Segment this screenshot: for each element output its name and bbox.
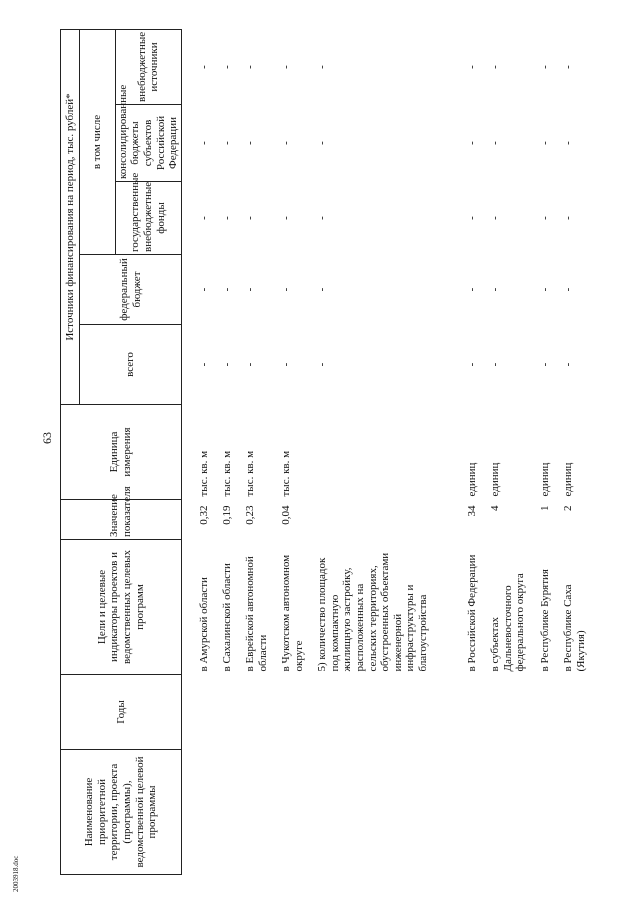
table-row [562, 29, 598, 874]
value-cell [316, 500, 466, 540]
federal-cell: - [221, 287, 233, 292]
extra-budget-cell: - [562, 65, 574, 69]
value-cell: 34 [466, 505, 478, 517]
unit-cell: тыс. кв. м [221, 450, 233, 497]
goal-cell: в Амурской области [198, 577, 210, 672]
extra-budget-cell: - [489, 65, 501, 69]
header-indicator-value: Значение показателя [61, 500, 182, 540]
state-funds-cell: - [466, 216, 478, 220]
regional-cell: - [244, 141, 256, 145]
extra-budget-cell: - [198, 65, 210, 69]
goal-cell: в субъектах Дальневосточного федерального округа [489, 573, 527, 672]
header-regional: консолидированные бюджеты субъектов Российской Федерации [115, 105, 181, 182]
page-number: 63 [40, 432, 54, 444]
state-funds-cell: - [316, 216, 328, 220]
extra-budget-cell: - [221, 65, 233, 69]
federal-cell: - [539, 287, 551, 292]
header-program-name: Наименование приоритетной территории, проекта (программы), ведомственной целевой программы [61, 750, 182, 875]
regional-cell: - [280, 141, 292, 145]
federal-cell: - [244, 287, 256, 292]
table-row [539, 29, 562, 874]
goal-cell: в Еврейской автономной области [244, 556, 269, 672]
value-cell: 0,23 [244, 505, 256, 525]
total-cell: - [562, 362, 574, 367]
value-cell: 0,32 [198, 505, 210, 525]
table-row [244, 29, 280, 874]
state-funds-cell: - [489, 216, 501, 220]
unit-cell: единиц [489, 462, 501, 497]
extra-budget-cell: - [539, 65, 551, 69]
federal-cell: - [280, 287, 292, 292]
total-cell: - [316, 362, 328, 367]
state-funds-cell: - [221, 216, 233, 220]
federal-cell: - [562, 287, 574, 292]
regional-cell: - [539, 141, 551, 145]
state-funds-cell: - [244, 216, 256, 220]
state-funds-cell: - [539, 216, 551, 220]
total-cell: - [244, 362, 256, 367]
total-cell: - [198, 362, 210, 367]
table-row [466, 29, 489, 874]
total-cell: - [489, 362, 501, 367]
regional-cell: - [198, 141, 210, 145]
unit-cell: единиц [466, 462, 478, 497]
goal-cell: в Республике Бурятия [539, 569, 551, 672]
header-row-1 [61, 29, 80, 874]
regional-cell: - [221, 141, 233, 145]
table-row [221, 29, 244, 874]
regional-cell: - [316, 141, 328, 145]
goal-cell: в Российской Федерации [466, 554, 478, 672]
federal-cell: - [198, 287, 210, 292]
funding-table [60, 29, 598, 875]
goal-cell: 5) количество площадок под компактную жилищную застройку, расположенных на сельских территориях, обустроенных объектами инженерной инфраструктуры и благоустройства [316, 552, 430, 672]
goal-cell: в Сахалинской области [221, 563, 233, 672]
extra-budget-cell: - [316, 65, 328, 69]
unit-cell: единиц [562, 462, 574, 497]
value-cell: 0,04 [280, 505, 292, 525]
table-spacer [182, 29, 199, 874]
unit-cell: единиц [539, 462, 551, 497]
state-funds-cell: - [280, 216, 292, 220]
state-funds-cell: - [562, 216, 574, 220]
extra-budget-cell: - [466, 65, 478, 69]
value-cell: 2 [562, 505, 574, 511]
federal-cell: - [316, 287, 328, 292]
federal-cell: - [489, 287, 501, 292]
extra-budget-cell: - [280, 65, 292, 69]
rotated-table-wrapper [60, 30, 587, 875]
table-row [316, 29, 466, 874]
unit-cell: тыс. кв. м [280, 450, 292, 497]
unit-cell: тыс. кв. м [198, 450, 210, 497]
extra-budget-cell: - [244, 65, 256, 69]
regional-cell: - [562, 141, 574, 145]
unit-cell: тыс. кв. м [244, 450, 256, 497]
value-cell: 0,19 [221, 505, 233, 525]
header-goals: Цели и целевые индикаторы проектов и ведомственных целевых программ [61, 540, 182, 675]
header-federal: федеральный бюджет [80, 255, 182, 325]
total-cell: - [221, 362, 233, 367]
table-row [280, 29, 316, 874]
federal-cell: - [466, 287, 478, 292]
header-state-funds: государственные внебюджетные фонды [115, 182, 181, 255]
value-cell: 1 [539, 505, 551, 511]
table-row [489, 29, 539, 874]
header-years: Годы [61, 675, 182, 750]
total-cell: - [539, 362, 551, 367]
value-cell: 4 [489, 505, 501, 511]
regional-cell: - [466, 141, 478, 145]
document-code: 2003918.doc [12, 855, 20, 892]
state-funds-cell: - [198, 216, 210, 220]
total-cell: - [280, 362, 292, 367]
goal-cell: в Республике Саха (Якутия) [562, 584, 587, 672]
unit-cell [316, 405, 466, 500]
header-extra-budget: внебюджетные источники [115, 29, 181, 104]
regional-cell: - [489, 141, 501, 145]
header-unit: Единица измерения [61, 405, 182, 500]
total-cell: - [466, 362, 478, 367]
header-including: в том числе [80, 29, 116, 254]
goal-cell: в Чукотском автономном округе [280, 554, 305, 672]
table-row [198, 29, 221, 874]
header-funding-sources: Источники финансирования на период, тыс. рублей* [61, 29, 80, 404]
header-total: всего [80, 325, 182, 405]
